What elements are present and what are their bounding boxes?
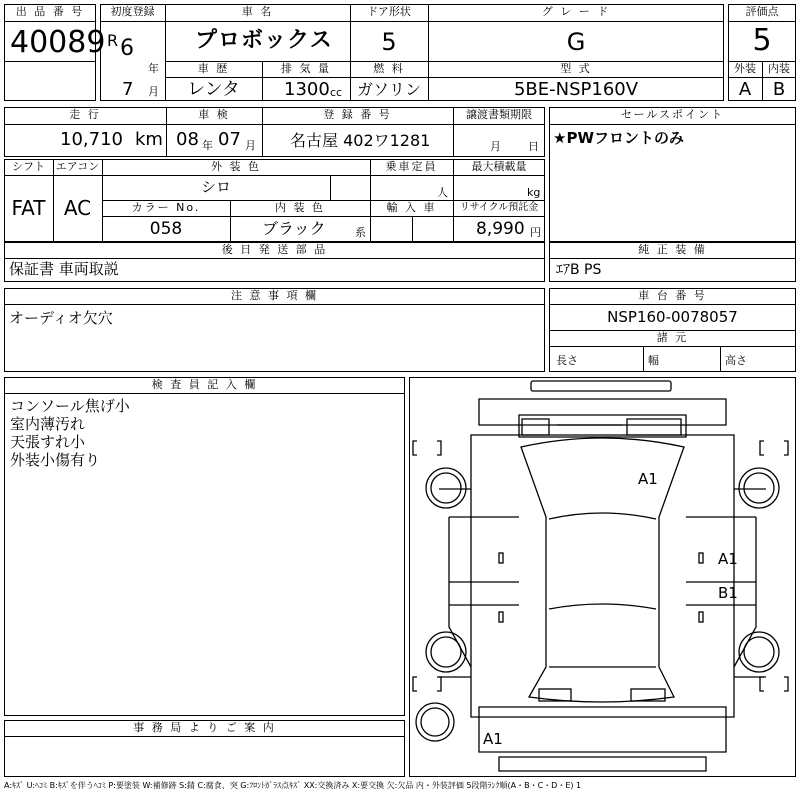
insp-year: 08: [176, 129, 199, 150]
width-label: 幅: [648, 354, 659, 367]
office-label: 事 務 局 よ り ご 案 内: [133, 721, 276, 734]
inspector-line: 外装小傷有り: [10, 451, 101, 469]
dims-label: 諸 元: [656, 331, 689, 344]
ext-grade: A: [738, 79, 752, 100]
recycle-label: リサイクル預託金: [459, 202, 539, 213]
era: R: [107, 31, 119, 50]
insp-year-unit: 年: [202, 139, 213, 152]
transfer-day: 日: [528, 140, 539, 153]
inspector-line: 室内薄汚れ: [10, 415, 86, 433]
displacement: 1300: [284, 79, 330, 100]
plate: 名古屋 402ワ1281: [290, 131, 431, 150]
int-grade: B: [772, 79, 786, 100]
year-unit: 年: [148, 62, 159, 75]
model: 5BE-NSP160V: [513, 79, 639, 100]
car-name: プロボックス: [195, 28, 333, 53]
fuel: ガソリン: [356, 80, 421, 99]
length-label: 長さ: [556, 354, 578, 367]
inspection-label: 車 検: [198, 108, 230, 121]
height-label: 高さ: [725, 354, 747, 367]
ext-label: 外装: [734, 62, 756, 75]
chassis-label: 車 台 番 号: [638, 289, 707, 302]
damage-mark: A1: [638, 470, 658, 488]
color-no-label: カラー No.: [131, 201, 201, 214]
plate-label: 登 録 番 号: [323, 108, 392, 121]
reg-month: 7: [122, 79, 134, 100]
model-label: 型 式: [560, 62, 592, 75]
history: レンタ: [187, 79, 240, 100]
inspector-line: 天張すれ小: [10, 433, 86, 451]
import-label: 輸 入 車: [386, 201, 437, 214]
load-unit: kg: [527, 186, 541, 199]
later-parts: 保証書 車両取説: [9, 260, 119, 278]
mileage-label: 走 行: [69, 108, 101, 121]
int-color-unit: 系: [355, 226, 366, 239]
notes-label: 注 意 事 項 欄: [231, 289, 318, 302]
int-color: ブラック: [262, 219, 326, 238]
score: 5: [752, 23, 772, 58]
chassis-number: NSP160-0078057: [607, 308, 738, 326]
inspector-line: コンソール焦げ小: [10, 397, 130, 415]
month-unit: 月: [148, 85, 159, 98]
grade-label: グ レ ー ド: [541, 5, 611, 18]
later-parts-label: 後 日 発 送 部 品: [221, 243, 328, 256]
sales-box: [549, 107, 796, 242]
equipment-label: 純 正 装 備: [638, 243, 707, 256]
shift: FAT: [11, 196, 46, 220]
inspector-lines: [10, 397, 130, 469]
doors: 5: [381, 28, 397, 56]
shift-label: シフト: [12, 160, 45, 173]
sales-point: ★PWフロントのみ: [553, 129, 684, 147]
ext-color: シロ: [200, 178, 231, 196]
mileage-unit: km: [135, 129, 163, 150]
car-diagram: [409, 377, 796, 777]
transfer-month: 月: [490, 140, 501, 153]
ac-label: エアコン: [55, 160, 100, 173]
insp-month-unit: 月: [245, 139, 256, 152]
notes: オーディオ欠穴: [9, 309, 113, 327]
capacity-unit: 人: [437, 186, 448, 199]
recycle-unit: 円: [530, 226, 541, 239]
ac: AC: [63, 196, 92, 220]
recycle: 8,990: [476, 219, 525, 239]
load-label: 最大積載量: [471, 160, 527, 173]
lot-number: 40089: [10, 25, 106, 60]
mileage: 10,710: [60, 129, 123, 150]
equipment: ｴｱB PS: [556, 262, 602, 278]
damage-mark: A1: [483, 730, 503, 748]
int-color-label: 内 装 色: [275, 201, 325, 214]
fuel-label: 燃 料: [373, 62, 405, 75]
transfer-label: 譲渡書類期限: [466, 108, 532, 121]
color-no: 058: [149, 219, 183, 239]
door-label: ドア形状: [367, 5, 411, 18]
insp-month: 07: [218, 129, 241, 150]
damage-mark: B1: [718, 584, 738, 602]
displacement-unit: cc: [330, 86, 343, 99]
history-label: 車 歴: [197, 62, 230, 75]
damage-mark: A1: [718, 550, 738, 568]
grade: G: [566, 28, 586, 56]
car-name-label: 車 名: [241, 5, 274, 18]
capacity-label: 乗車定員: [385, 160, 438, 173]
sales-label: セールスポイント: [620, 108, 724, 121]
score-label: 評価点: [745, 5, 779, 18]
legend: A:ｷｽﾞ U:ﾍｺﾐ B:ｷｽﾞを伴うﾍｺﾐ P:要塗装 W:補修跡 S:錆 C:腐食、突 G:ﾌﾛﾝﾄｶﾞﾗｽ点ｷｽﾞ XX:交換済み X:要交換 欠:欠品 内・外装評価 5段階ﾗﾝｸ順(A・B・C・D・E) 1: [4, 781, 582, 790]
int-label: 内装: [768, 62, 790, 75]
ext-color-label: 外 装 色: [211, 160, 261, 173]
inspector-label: 検 査 員 記 入 欄: [151, 378, 258, 391]
displacement-label: 排 気 量: [281, 62, 331, 75]
reg-year: 6: [120, 36, 134, 61]
reg-label: 初度登録: [110, 5, 155, 18]
lot-label: 出 品 番 号: [15, 5, 85, 18]
